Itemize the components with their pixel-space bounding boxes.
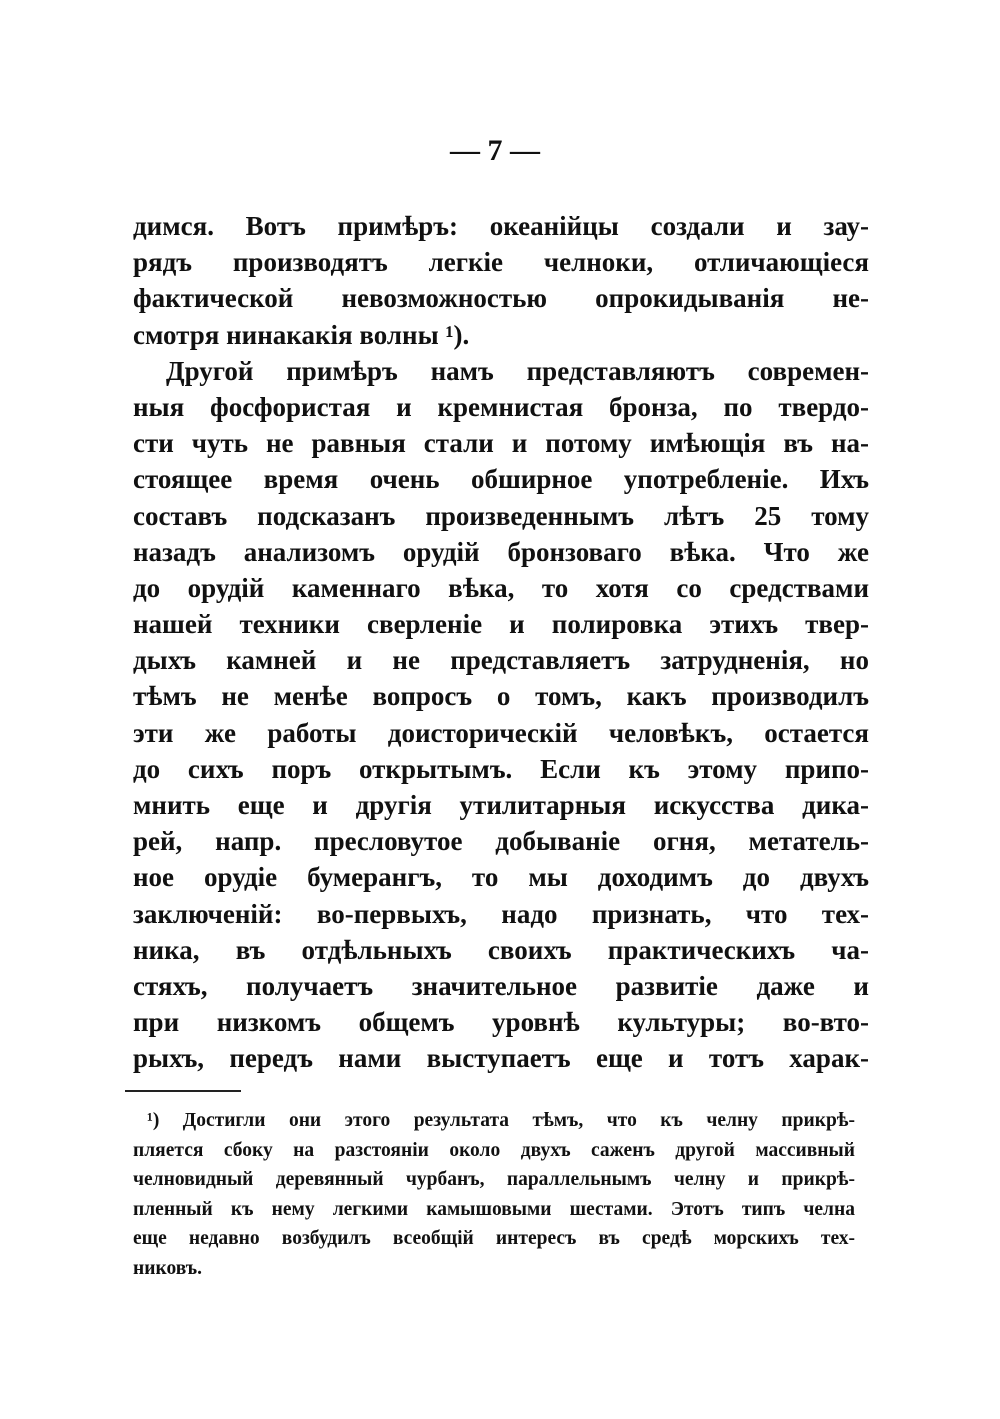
- text-line: заключеній: во-первыхъ, надо признать, что тех-: [133, 898, 869, 929]
- text-line: тѣмъ не менѣе вопросъ о томъ, какъ производилъ: [133, 681, 869, 712]
- main-text: [133, 208, 869, 1077]
- footnote-divider: [125, 1090, 241, 1092]
- text-line: нашей техники сверленіе и полировка этихъ твер-: [133, 609, 869, 640]
- text-line: фактической невозможностью опрокидыванія не-: [133, 283, 869, 314]
- text-line: назадъ анализомъ орудій бронзоваго вѣка. Что же: [133, 536, 869, 567]
- text-line: ное орудіе бумерангъ, то мы доходимъ до двухъ: [133, 862, 869, 893]
- text-line: дыхъ камней и не представляетъ затрудненія, но: [133, 645, 869, 676]
- footnote-line: челновидный деревянный чурбанъ, параллельнымъ челну и прикрѣ-: [133, 1169, 855, 1190]
- footnote-line: пляется сбоку на разстояніи около двухъ саженъ другой массивный: [133, 1139, 855, 1161]
- text-line: эти же работы доисторическій человѣкъ, остается: [133, 717, 869, 748]
- text-line: димся. Вотъ примѣръ: океанійцы создали и зау-: [133, 211, 869, 241]
- text-line: мнить еще и другія утилитарныя искусства дика-: [133, 790, 869, 820]
- text-line: до орудій каменнаго вѣка, то хотя со средствами: [133, 572, 869, 603]
- footnote-line: пленный къ нему легкими камышовыми шестами. Этотъ типъ челна: [133, 1198, 855, 1220]
- text-line: ныя фосфористая и кремнистая бронза, по твердо-: [133, 391, 869, 422]
- text-line: ника, въ отдѣльныхъ своихъ практическихъ ча-: [133, 934, 869, 965]
- page-number: — 7 —: [450, 134, 540, 167]
- text-line: рей, напр. пресловутое добываніе огня, метатель-: [133, 826, 869, 857]
- text-line: при низкомъ общемъ уровнѣ культуры; во-вто-: [133, 1007, 869, 1038]
- text-line: рыхъ, передъ нами выступаетъ еще и тотъ харак-: [133, 1043, 869, 1074]
- footnote-line: ¹) Достигли они этого результата тѣмъ, что къ челну прикрѣ-: [147, 1110, 855, 1131]
- text-line: стяхъ, получаетъ значительное развитіе даже и: [133, 970, 869, 1001]
- text-line: смотря нинакакія волны ¹).: [133, 319, 470, 350]
- text-line: сти чуть не равныя стали и потому имѣющія въ на-: [133, 428, 869, 459]
- footnote-line: никовъ.: [133, 1257, 203, 1279]
- text-line: составъ подсказанъ произведеннымъ лѣтъ 25 тому: [133, 500, 869, 531]
- text-line: до сихъ поръ открытымъ. Если къ этому припо-: [133, 753, 869, 784]
- footnote: [133, 1106, 855, 1283]
- text-line: рядъ производятъ легкіе челноки, отличающіеся: [133, 247, 869, 278]
- text-line: Другой примѣръ намъ представляютъ современ-: [166, 355, 869, 386]
- text-line: стоящее время очень обширное употребленіе. Ихъ: [133, 464, 869, 495]
- footnote-line: еще недавно возбудилъ всеобщій интересъ въ средѣ морскихъ тех-: [133, 1228, 855, 1249]
